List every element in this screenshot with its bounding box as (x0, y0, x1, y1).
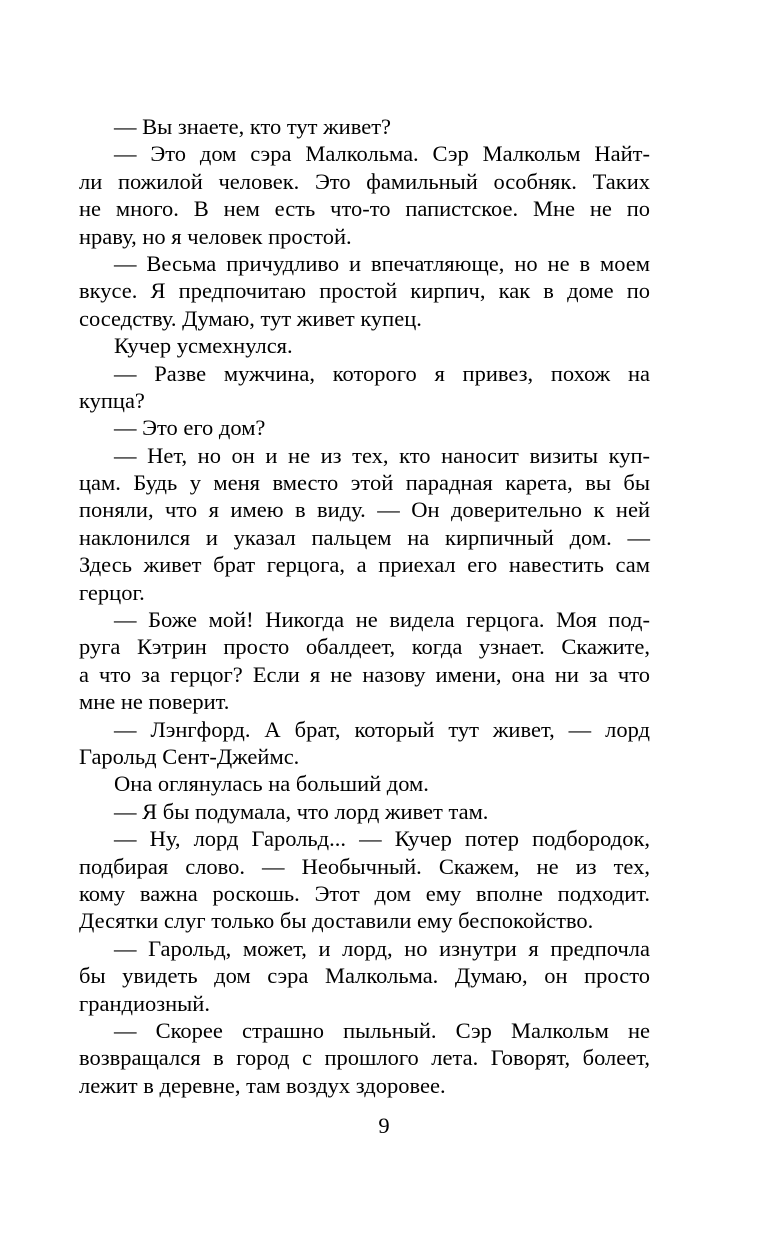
page-text (79, 113, 650, 1099)
text-line: вкусе. Я предпочитаю простой кирпич, как в доме по (79, 278, 650, 304)
text-line: наклонился и указал пальцем на кирпичный дом. — (79, 524, 650, 550)
text-line: — Боже мой! Никогда не видела герцога. Моя под- (114, 607, 650, 633)
text-line: мне не поверит. (79, 689, 230, 715)
text-line: — Гарольд, может, и лорд, но изнутри я предпочла (114, 935, 650, 961)
text-line: грандиозный. (79, 990, 210, 1016)
text-line: нраву, но я человек простой. (79, 223, 352, 249)
text-line: Гарольд Сент-Джеймс. (79, 743, 300, 769)
text-line: Она оглянулась на больший дом. (114, 771, 429, 797)
text-line: Десятки слуг только бы доставили ему беспокойство. (79, 908, 594, 934)
text-line: не много. В нем есть что-то папистское. Мне не по (79, 196, 650, 222)
text-line: Кучер усмехнулся. (114, 333, 293, 359)
text-line: а что за герцог? Если я не назову имени, она ни за что (79, 661, 650, 687)
page-number: 9 (378, 1113, 390, 1138)
text-line: соседству. Думаю, тут живет купец. (79, 305, 422, 331)
text-line: лежит в деревне, там воздух здоровее. (79, 1072, 446, 1098)
text-line: герцог. (79, 579, 145, 605)
text-line: подбирая слово. — Необычный. Скажем, не из тех, (79, 853, 650, 879)
text-line: Здесь живет брат герцога, а приехал его навестить сам (79, 552, 650, 578)
text-line: купца? (79, 387, 145, 413)
text-line: — Это дом сэра Малкольма. Сэр Малкольм Найт- (114, 141, 650, 167)
text-line: — Это его дом? (114, 415, 266, 441)
text-line: бы увидеть дом сэра Малкольма. Думаю, он просто (79, 963, 650, 989)
text-line: — Разве мужчина, которого я привез, похож на (114, 360, 650, 386)
text-line: — Вы знаете, кто тут живет? (114, 114, 392, 139)
text-line: — Лэнгфорд. А брат, который тут живет, — лорд (114, 716, 650, 742)
text-line: — Ну, лорд Гарольд... — Кучер потер подбородок, (114, 826, 650, 852)
text-line: ли пожилой человек. Это фамильный особняк. Таких (79, 168, 650, 194)
text-line: — Нет, но он и не из тех, кто наносит визиты куп- (114, 442, 650, 468)
text-line: поняли, что я имею в виду. — Он доверительно к ней (79, 497, 650, 523)
text-line: возвращался в город с прошлого лета. Говорят, болеет, (79, 1045, 650, 1071)
text-line: — Я бы подумала, что лорд живет там. (114, 798, 489, 824)
text-line: — Скорее страшно пыльный. Сэр Малкольм не (114, 1017, 650, 1043)
text-line: цам. Будь у меня вместо этой парадная карета, вы бы (79, 470, 650, 496)
text-line: — Весьма причудливо и впечатляюще, но не в моем (114, 250, 650, 276)
text-line: руга Кэтрин просто обалдеет, когда узнает. Скажите, (79, 634, 650, 660)
text-line: кому важна роскошь. Этот дом ему вполне подходит. (79, 880, 650, 906)
